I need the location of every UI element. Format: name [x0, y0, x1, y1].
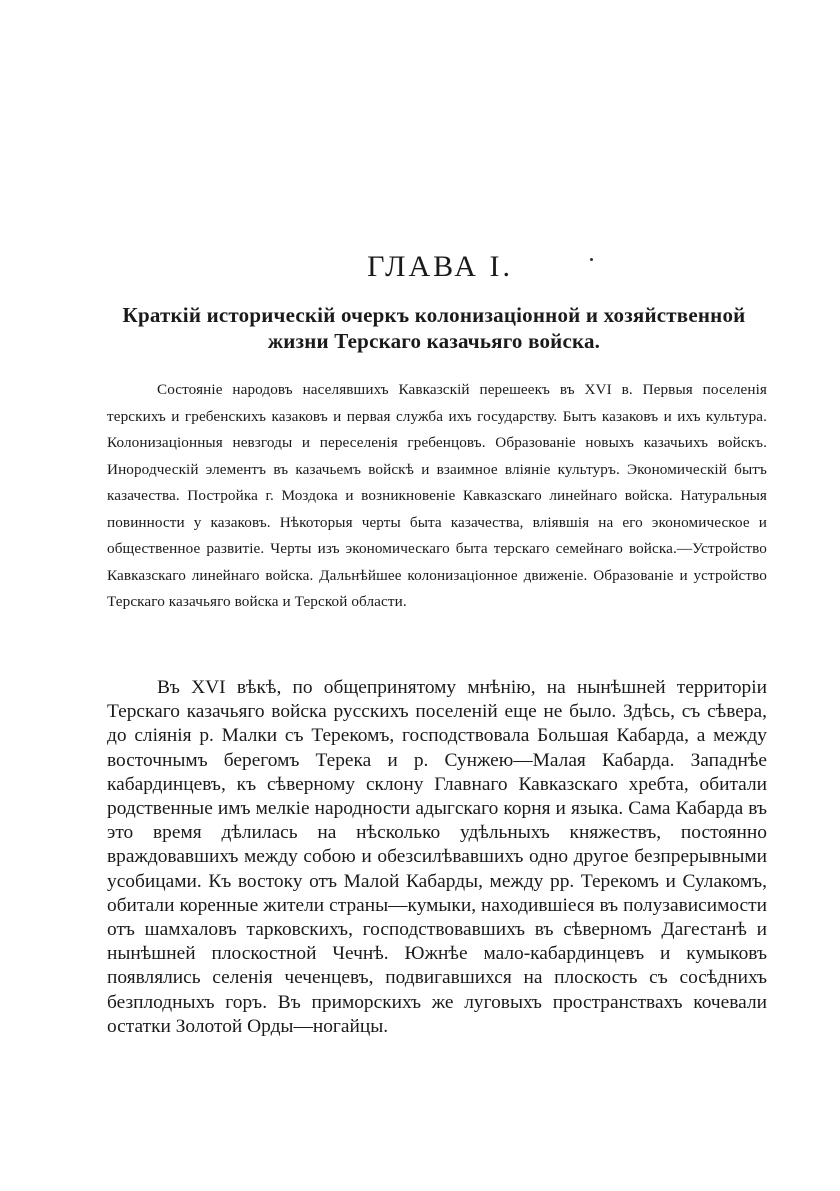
- chapter-heading: ГЛАВА I.: [367, 250, 513, 283]
- print-speck: [590, 258, 593, 261]
- chapter-title: Краткій историческій очеркъ колонизаціонной и хозяйственной жизни Терскаго казачьяго войска.: [122, 303, 746, 353]
- body-paragraph: Въ XVI вѣкѣ, по общепринятому мнѣнію, на нынѣшней территоріи Терскаго казачьяго войска русскихъ поселеній еще не было. Здѣсь, съ сѣвера, до сліянія р. Малки съ Терекомъ, господствовала Большая Кабарда, а между восточнымъ берегомъ Терека и р. Сунжею—Малая Кабарда. Западнѣе кабардинцевъ, къ сѣверному склону Главнаго Кавказскаго хребта, обитали родственные имъ мелкіе народности адыгскаго корня и языка. Сама Кабарда въ это время дѣлилась на нѣсколько удѣльныхъ княжествъ, постоянно враждовавшихъ между собою и обезсилѣвавшихъ одно другое безпрерывными усобицами. Къ востоку отъ Малой Кабарды, между рр. Терекомъ и Сулакомъ, обитали коренные жители страны—кумыки, находившіеся въ полузависимости отъ шамхаловъ тарковскихъ, господствовавшихъ въ сѣверномъ Дагестанѣ и нынѣшней плоскостной Чечнѣ. Южнѣе мало-кабардинцевъ и кумыковъ появлялись селенія чеченцевъ, подвигавшихся на плоскость съ сосѣднихъ безплодныхъ горъ. Въ приморскихъ же луговыхъ пространствахъ кочевали остатки Золотой Орды—ногайцы.: [107, 677, 767, 1037]
- chapter-summary: Состояніе народовъ населявшихъ Кавказскій перешеекъ въ XVI в. Первыя поселенія терскихъ и гребенскихъ казаковъ и первая служба ихъ государству. Бытъ казаковъ и ихъ культура. Колонизаціонныя невзгоды и переселенія гребенцовъ. Образованіе новыхъ казачьихъ войскъ. Инородческій элементъ въ казачьемъ войскѣ и взаимное вліяніе культуръ. Экономическій бытъ казачества. Постройка г. Моздока и возникновеніе Кавказскаго линейнаго войска. Натуральныя повинности у казаковъ. Нѣкоторыя черты быта казачества, вліявшія на его экономическое и общественное развитіе. Черты изъ экономическаго быта терскаго семейнаго войска.—Устройство Кавказскаго линейнаго войска. Дальнѣйшее колонизаціонное движеніе. Образованіе и устройство Терскаго казачьяго войска и Терской области.: [107, 381, 767, 610]
